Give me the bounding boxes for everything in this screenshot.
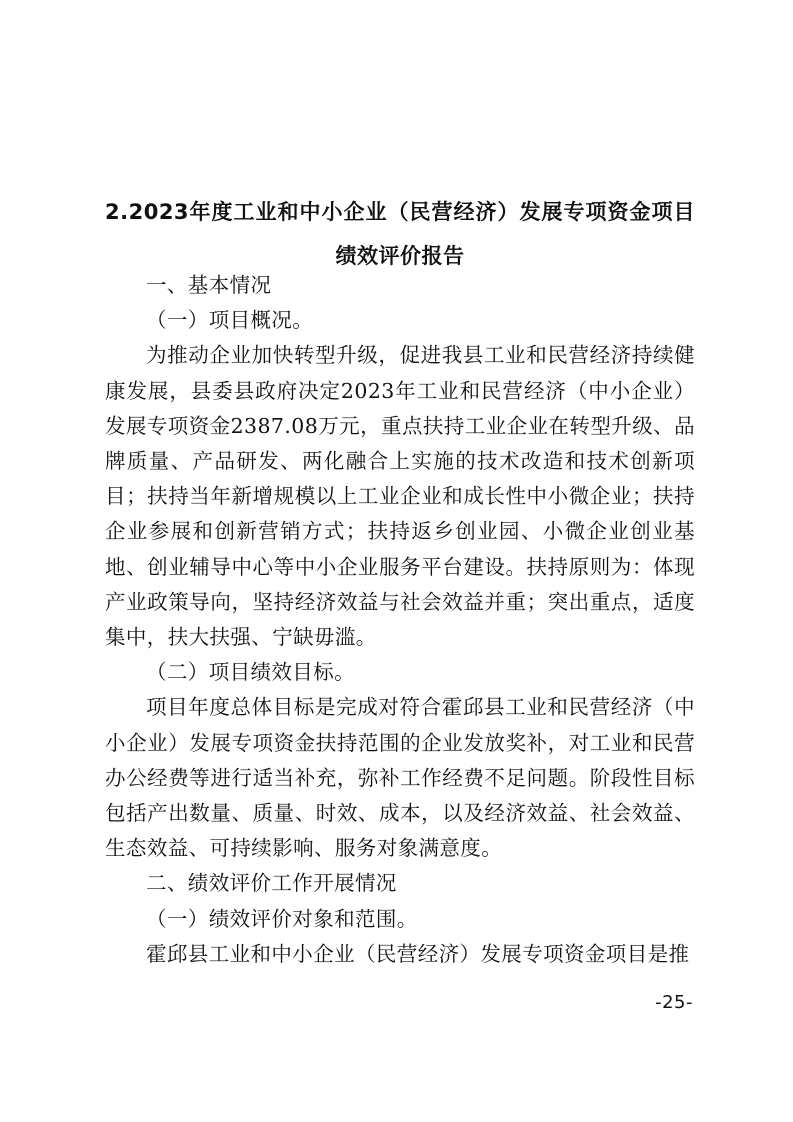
subsection-heading-evaluation-scope: （一）绩效评价对象和范围。 bbox=[146, 906, 418, 931]
report-title: 2.2023年度工业和中小企业（民营经济）发展专项资金项目绩效评价报告 bbox=[105, 200, 695, 268]
report-body bbox=[105, 268, 695, 972]
subsection-heading-project-overview: （一）项目概况。 bbox=[146, 308, 314, 333]
subsection-heading-performance-goals: （二）项目绩效目标。 bbox=[146, 660, 355, 685]
page-number: -25- bbox=[655, 992, 693, 1013]
section-heading-evaluation-work: 二、绩效评价工作开展情况 bbox=[146, 871, 397, 896]
paragraph-performance-goals: 项目年度总体目标是完成对符合霍邱县工业和民营经济（中小企业）发展专项资金扶持范围的企业发放奖补，对工业和民营办公经费等进行适当补充，弥补工作经费不足问题。阶段性目标包括产出数量、质量、时效、成本，以及经济效益、社会效益、生态效益、可持续影响、服务对象满意度。 bbox=[105, 695, 695, 861]
section-heading-basic-info: 一、基本情况 bbox=[146, 273, 272, 297]
paragraph-evaluation-scope: 霍邱县工业和中小企业（民营经济）发展专项资金项目是推 bbox=[146, 941, 690, 966]
paragraph-project-overview: 为推动企业加快转型升级，促进我县工业和民营经济持续健康发展，县委县政府决定2023年工业和民营经济（中小企业）发展专项资金2387.08万元，重点扶持工业企业在转型升级、品牌质量、产品研发、两化融合上实施的技术改造和技术创新项目；扶持当年新增规模以上工业企业和成长性中小微企业；扶持企业参展和创新营销方式；扶持返乡创业园、小微企业创业基地、创业辅导中心等中小企业服务平台建设。扶持原则为：体现产业政策导向，坚持经济效益与社会效益并重；突出重点，适度集中，扶大扶强、宁缺毋滥。 bbox=[105, 343, 695, 650]
